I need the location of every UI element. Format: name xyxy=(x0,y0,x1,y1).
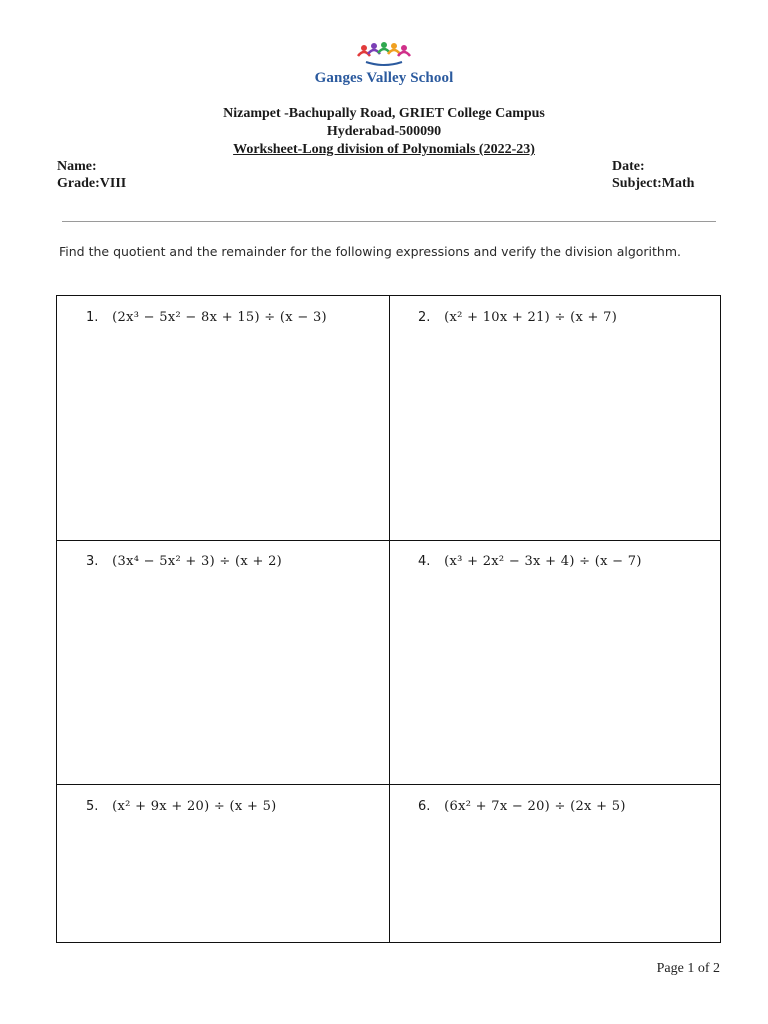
problem-number: 6. xyxy=(418,799,431,814)
address-line-1: Nizampet -Bachupally Road, GRIET College Campus xyxy=(223,106,545,121)
problem-expression: (x² + 9x + 20) ÷ (x + 5) xyxy=(112,799,277,814)
problem-expression: (x³ + 2x² − 3x + 4) ÷ (x − 7) xyxy=(444,554,642,569)
problem-2 xyxy=(418,310,617,325)
problem-5 xyxy=(86,799,277,814)
grade-label: Grade:VIII xyxy=(57,176,127,191)
date-label: Date: xyxy=(612,159,645,174)
problem-1 xyxy=(86,310,327,325)
problem-expression: (6x² + 7x − 20) ÷ (2x + 5) xyxy=(444,799,626,814)
grid-horizontal-line xyxy=(57,540,720,541)
page-number: Page 1 of 2 xyxy=(656,961,720,976)
problem-4 xyxy=(418,554,642,569)
problem-expression: (3x⁴ − 5x² + 3) ÷ (x + 2) xyxy=(112,554,283,569)
header-divider xyxy=(62,221,716,222)
people-group-logo-icon xyxy=(354,42,414,68)
address-line-2: Hyderabad-500090 xyxy=(326,124,442,139)
grid-horizontal-line xyxy=(57,784,720,785)
problem-expression: (x² + 10x + 21) ÷ (x + 7) xyxy=(444,310,618,325)
school-logo xyxy=(0,42,768,87)
instructions: Find the quotient and the remainder for the following expressions and verify the division algorithm. xyxy=(59,244,682,259)
problem-number: 1. xyxy=(86,310,99,325)
problem-3 xyxy=(86,554,282,569)
grid-vertical-line xyxy=(389,296,390,942)
subject-label: Subject:Math xyxy=(612,176,695,191)
problem-number: 3. xyxy=(86,554,99,569)
problem-number: 4. xyxy=(418,554,431,569)
problem-6 xyxy=(418,799,626,814)
problem-number: 2. xyxy=(418,310,431,325)
name-label: Name: xyxy=(57,159,97,174)
school-name: Ganges Valley School xyxy=(314,70,454,86)
problem-grid xyxy=(56,295,721,943)
worksheet-title: Worksheet-Long division of Polynomials (2022-23) xyxy=(233,142,535,157)
problem-expression: (2x³ − 5x² − 8x + 15) ÷ (x − 3) xyxy=(112,310,327,325)
problem-number: 5. xyxy=(86,799,99,814)
